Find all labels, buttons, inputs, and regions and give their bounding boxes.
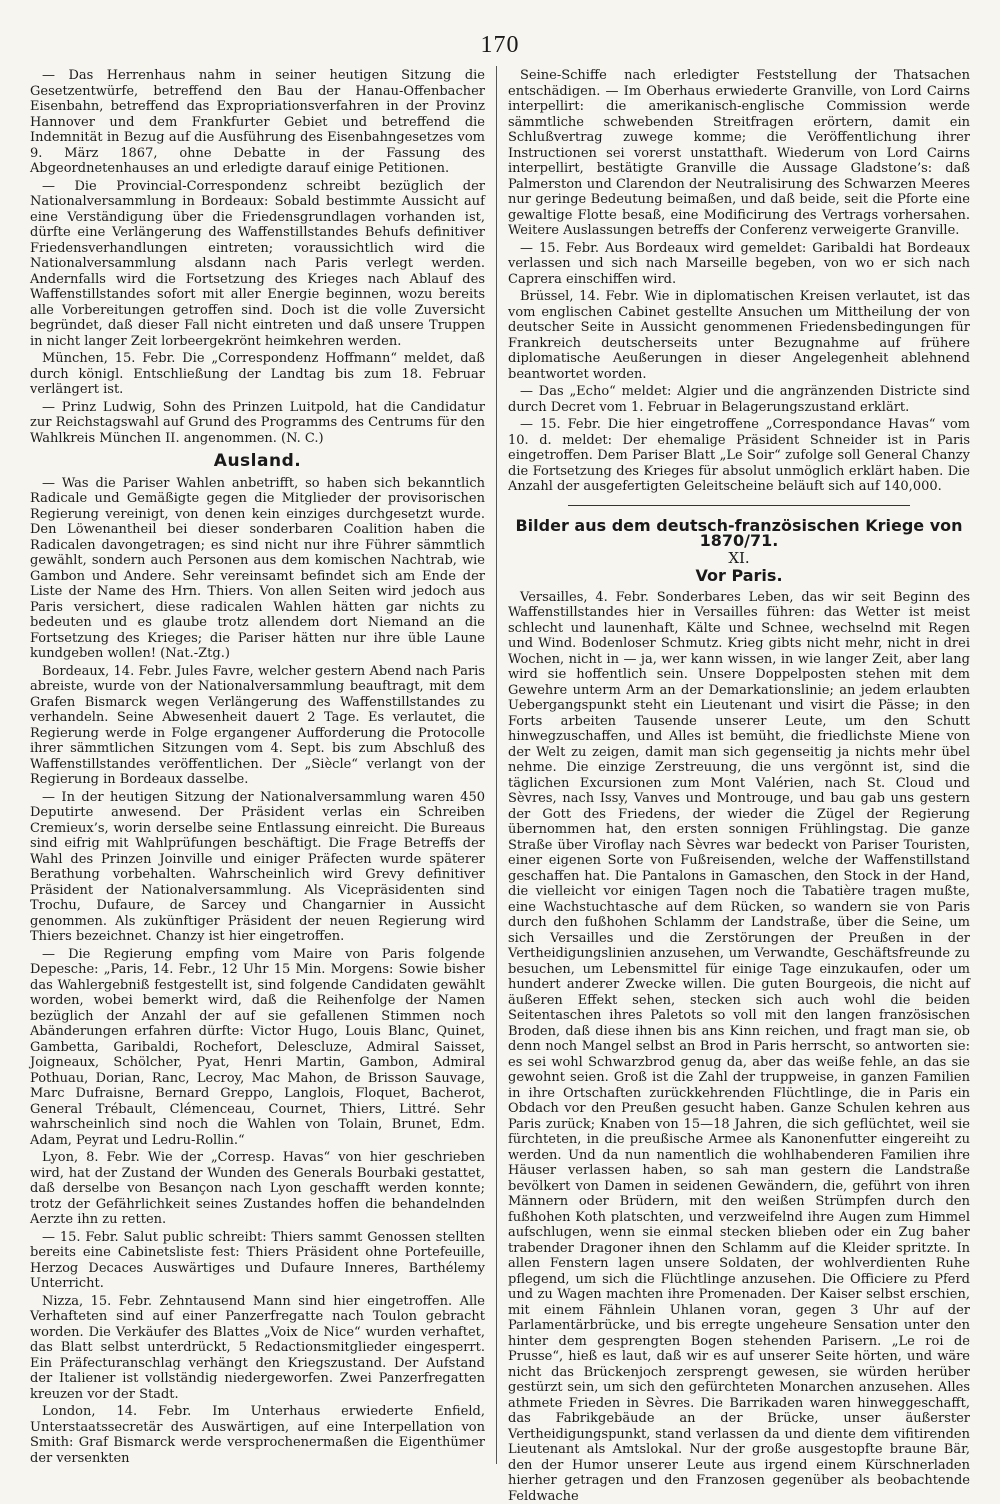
- paragraph: — 15. Febr. Die hier eingetroffene „Correspondance Havas“ vom 10. d. meldet: Der ehemalige Präsident Schneider ist in Paris eingetroffen. Dem Pariser Blatt „Le Soir“ zufolge soll General Chanzy die Fortsetzung des Krieges für absolut unmöglich erklärt haben. Die Anzahl der ausgefertigten Geleitscheine beläuft sich auf 140,000.: [508, 417, 970, 494]
- paragraph: — Prinz Ludwig, Sohn des Prinzen Luitpold, hat die Candidatur zur Reichstagswahl auf Grund des Programms des Centrums für den Wahlkreis München II. angenommen. (N. C.): [30, 399, 485, 446]
- paragraph: — Was die Pariser Wahlen anbetrifft, so haben sich bekanntlich Radicale und Gemäßigte gegen die Mitglieder der provisorischen Regierung vereinigt, von denen kein einziges durchgesetzt wurde. Den Löwenantheil bei dieser sonderbaren Coalition haben die Radicalen davongetragen; es sind nicht nur ihre Führer sämmtlich gewählt, sondern auch Personen aus dem komischen Nachtrab, wie Gambon und Andere. Sehr vereinsamt befindet sich am Ende der Liste der Name des Hrn. Thiers. Von allen Seiten wird jedoch aus Paris versichert, diese radicalen Wahlen hätten gar nichts zu bedeuten und es glaube trotz allendem dort Niemand an die Fortsetzung des Krieges; die Pariser hätten nur ihre üble Laune kundgeben wollen! (Nat.-Ztg.): [30, 475, 485, 661]
- paragraph: Nizza, 15. Febr. Zehntausend Mann sind hier eingetroffen. Alle Verhafteten sind auf einer Panzerfregatte nach Toulon gebracht worden. Die Verkäufer des Blattes „Voix de Nice“ wurden verhaftet, das Blatt selbst unterdrückt, 5 Redactionsmitglieder eingesperrt. Ein Präfecturanschlag verhängt den Kriegszustand. Der Aufstand der Italiener ist vollständig niedergeworfen. Zwei Panzerfregatten kreuzen vor der Stadt.: [30, 1293, 485, 1402]
- paragraph: München, 15. Febr. Die „Correspondenz Hoffmann“ meldet, daß durch königl. Entschließung der Landtag bis zum 18. Februar verlängert ist.: [30, 351, 485, 397]
- paragraph: — Die Regierung empfing vom Maire von Paris folgende Depesche: „Paris, 14. Febr., 12 Uhr 15 Min. Morgens: Sowie bisher das Wahlergebniß festgestellt ist, sind folgende Candidaten gewählt worden, wobei bemerkt wird, daß die Reihenfolge der Namen bezüglich der Anzahl der auf sie gefallenen Stimmen noch Abänderungen erfahren dürfte: Victor Hugo, Louis Blanc, Quinet, Gambetta, Garibaldi, Rochefort, Delescluze, Admiral Saisset, Joigneaux, Schölcher, Pyat, Henri Martin, Gambon, Admiral Pothuau, Dorian, Ranc, Lecroy, Mac Mahon, de Brisson Sauvage, Marc Dufraisne, Bernard Greppo, Langlois, Floquet, Bacherot, General Trébault, Clémenceau, Cournet, Thiers, Littré. Sehr wahrscheinlich sind noch die Wahlen von Tolain, Brunet, Edm. Adam, Peyrat und Ledru-Rollin.“: [30, 946, 485, 1148]
- paragraph: — 15. Febr. Aus Bordeaux wird gemeldet: Garibaldi hat Bordeaux verlassen und sich nach Marseille begeben, von wo er sich nach Caprera einschiffen wird.: [508, 240, 970, 287]
- paragraph: — In der heutigen Sitzung der Nationalversammlung waren 450 Deputirte anwesend. Der Präsident verlas ein Schreiben Cremieux’s, worin derselbe seine Entlassung einreicht. Die Bureaus sind eifrig mit Wahlprüfungen beschäftigt. Die Frage Betreffs der Wahl des Prinzen Joinville und einiger Präfecten wurde späterer Berathung vorbehalten. Wahrscheinlich wird Grevy definitiver Präsident der Nationalversammlung. Als Vicepräsidenten sind Trochu, Dufaure, de Sarcey und Changarnier in Aussicht genommen. Als zukünftiger Präsident der neuen Regierung wird Thiers bezeichnet. Chanzy ist hier eingetroffen.: [30, 789, 485, 944]
- paragraph: Brüssel, 14. Febr. Wie in diplomatischen Kreisen verlautet, ist das vom englischen Cabinet gestellte Ansuchen um Mittheilung der von deutscher Seite in Aussicht genommenen Friedensbedingungen für Frankreich deutscherseits unter Bezugnahme auf frühere diplomatische Aeußerungen in dieser Angelegenheit ablehnend beantwortet worden.: [508, 289, 970, 382]
- paragraph: Lyon, 8. Febr. Wie der „Corresp. Havas“ von hier geschrieben wird, hat der Zustand der Wunden des Generals Bourbaki gestattet, daß derselbe von Besançon nach Lyon geschafft werden konnte; trotz der Gefährlichkeit seines Zustandes hoffen die behandelnden Aerzte ihn zu retten.: [30, 1150, 485, 1227]
- paragraph: — Die Provincial-Correspondenz schreibt bezüglich der Nationalversammlung in Bordeaux: Sobald bestimmte Aussicht auf eine Verständigung über die Friedensgrundlagen vorhanden ist, dürfte eine Verlängerung des Waffenstillstandes Behufs definitiver Friedensverhandlungen eintreten; voraussichtlich wird die Nationalversammlung alsdann nach Paris verlegt werden. Andernfalls wird die Fortsetzung des Krieges nach Ablauf des Waffenstillstandes sofort mit aller Energie beginnen, wozu bereits alle Vorbereitungen getroffen sind. Doch ist die volle Zuversicht begründet, daß dieser Fall nicht eintreten und daß unsere Truppen in nicht langer Zeit lorbeergekrönt heimkehren werden.: [30, 178, 485, 349]
- foreign-news-block: [30, 476, 485, 1467]
- series-heading: Bilder aus dem deutsch-französischen Kriege von 1870/71.: [515, 515, 963, 550]
- paragraph: — Das Herrenhaus nahm in seiner heutigen Sitzung die Gesetzentwürfe, betreffend den Bau der Hanau-Offenbacher Eisenbahn, betreffend das Expropriationsverfahren in der Provinz Hannover und dem Frankfurter Gebiet und betreffend die Indemnität in Bezug auf die Ausführung des Eisenbahngesetzes vom 9. März 1867, ohne Debatte in der Fassung des Abgeordnetenhauses an und erledigte darauf einige Petitionen.: [30, 68, 485, 176]
- article-subheading: Vor Paris.: [695, 566, 783, 585]
- column-divider: [496, 66, 497, 1464]
- page-number: 170: [480, 32, 520, 58]
- right-column: [508, 68, 970, 1504]
- paragraph: — 15. Febr. Salut public schreibt: Thiers sammt Genossen stellten bereits eine Cabinetsliste fest: Thiers Präsident ohne Portefeuille, Herzog Decaces Auswärtiges und Dufaure Inneres, Barthélemy Unterricht.: [30, 1229, 485, 1291]
- left-news-block: [30, 68, 485, 446]
- paragraph: Bordeaux, 14. Febr. Jules Favre, welcher gestern Abend nach Paris abreiste, wurde von der Nationalversammlung beauftragt, mit dem Grafen Bismarck wegen Verlängerung des Waffenstillstandes zu verhandeln. Seine Abwesenheit dauert 2 Tage. Es verlautet, die Regierung werde in Folge ergangener Aufforderung die Protocolle ihrer sämmtlichen Sitzungen vom 4. Sept. bis zum Abschluß des Waffenstillstandes veröffentlichen. Der „Siècle“ verlangt von der Regierung in Bordeaux dasselbe.: [30, 663, 485, 787]
- paragraph: Versailles, 4. Febr. Sonderbares Leben, das wir seit Beginn des Waffenstillstandes hier in Versailles führen: das Wetter ist meist schlecht und launenhaft, Kälte und Schnee, wechselnd mit Regen und Wind. Bodenloser Schmutz. Krieg gibts nicht mehr, nicht in drei Wochen, nicht in — ja, wer kann wissen, in wie langer Zeit, aber lang wird sie hoffentlich sein. Unsere Doppelposten stehen mit dem Gewehre unterm Arm an der Demarkationslinie; an jedem erlaubten Uebergangspunkt steht ein Lieutenant und visirt die Pässe; in den Forts arbeiten Tausende unserer Leute, um den Schutt hinwegzuschaffen, und Alles ist bemüht, die friedlichste Miene von der Welt zu zeigen, damit man sich gegenseitig ja nichts mehr übel nehme. Die einzige Zerstreuung, die uns vergönnt ist, sind die täglichen Excursionen zum Mont Valérien, nach St. Cloud und Sèvres, nach Issy, Vanves und Montrouge, und bau gab uns gestern der Gott des Friedens, der wieder die Zügel der Regierung übernommen hat, den ersten sonnigen Frühlingstag. Die ganze Straße über Viroflay nach Sèvres war bedeckt von Pariser Touristen, einer eigenen Sorte von Fußreisenden, welche der Waffenstillstand geschaffen hat. Die Pantalons in Gamaschen, den Stock in der Hand, die vielleicht vor einigen Tagen noch die Tabatière tragen mußte, eine Wachstuchtasche auf dem Rücken, so wandern sie von Paris durch den fußhohen Schlamm der Landstraße, über die Seine, um sich Versailles und die Zerstörungen der Preußen in der Vertheidigungslinien anzusehen, um Verwandte, Geschäftsfreunde zu besuchen, um Lebensmittel für einige Tage einzukaufen, oder um hundert anderer Zwecke willen. Die guten Bourgeois, die nicht auf äußeren Effekt sehen, stecken sich auch wohl die beiden Seitentaschen ihres Paletots so voll mit den langen französischen Broden, daß diese ihnen bis ans Kinn reichen, und fragt man sie, ob denn noch Mangel selbst an Brod in Paris herrscht, so antworten sie: es sei wohl Schwarzbrod genug da, aber das weiße fehle, an das sie gewohnt seien. Groß ist die Zahl der truppweise, in ganzen Familien in ihre Ortschaften zurückkehrenden Flüchtlinge, die in Paris ein Obdach vor den Preußen gesucht haben. Ganze Schulen kehren aus Paris zurück; Knaben von 15—18 Jahren, die sich geflüchtet, weil sie fürchteten, in die preußische Armee als Kanonenfutter eingereiht zu werden. Und da nun namentlich die wohlhabenderen Familien ihre Häuser verlassen haben, so sah man gestern die Landstraße bevölkert von Damen in seidenen Gewändern, die, geführt von ihren Männern oder Brüdern, mit den weißen Strümpfen durch den fußhohen Koth platschten, und verzweifelnd ihre Augen zum Himmel aufschlugen, wenn sie einmal stecken blieben oder ein Zug baher trabender Dragoner ihnen den Schlamm auf die Kleider spritzte. In allen Fenstern lagen unsere Soldaten, der wohlverdienten Ruhe pflegend, um sich die Flüchtlinge anzusehen. Die Officiere zu Pferd und zu Wagen machten ihre Promenaden. Der Kaiser selbst erschien, mit einem Fähnlein Uhlanen voran, gegen 3 Uhr auf der Parlamentärbrücke, und bis erregte ungeheure Sensation unter den hinter dem gesprengten Bogen stehenden Parisern. „Le roi de Prusse“, hieß es laut, daß wir es auf unserer Seite hörten, und wäre nicht das Brückenjoch zersprengt gewesen, sie würden herüber gestürzt sein, um sich den gefürchteten Monarchen anzusehen. Alles athmete Frieden in Sèvres. Die Barrikaden waren hinweggeschafft, das Fabrikgebäude an der Brücke, unser äußerster Vertheidigungspunkt, stand verlassen da und diente dem vifitirenden Lieutenant als Amtslokal. Nur der große ausgestopfte braune Bär, den der Humor unserer Leute aus irgend einem Kürschnerladen hierher getragen und den Franzosen gegenüber als beobachtende Feldwache: [508, 589, 970, 1504]
- paragraph: Seine-Schiffe nach erledigter Feststellung der Thatsachen entschädigen. — Im Oberhaus erwiederte Granville, von Lord Cairns interpellirt: die amerikanisch-englische Commission werde sämmtliche schwebenden Streitfragen erörtern, damit ein Schlußvertrag zuwege komme; die Veröffentlichung ihrer Instructionen sei vorerst unstatthaft. Wiederum von Lord Cairns interpellirt, bestätigte Granville die Aussage Gladstone’s: daß Palmerston und Clarendon der Neutralisirung des Schwarzen Meeres nur geringe Bedeutung beimaßen, und daß beide, seit die Pforte eine gewaltige Flotte besaß, eine Modificirung des Vertrags vorhersahen. Weitere Auslassungen betreffs der Conferenz verweigerte Granville.: [508, 68, 970, 238]
- paragraph: London, 14. Febr. Im Unterhaus erwiederte Enfield, Unterstaatssecretär des Auswärtigen, auf eine Interpellation von Smith: Graf Bismarck werde versprochenermaßen die Eigenthümer der versenkten: [30, 1404, 485, 1466]
- left-column: [30, 68, 485, 1464]
- right-news-block: [508, 68, 970, 495]
- feuilleton-block: [508, 590, 970, 1504]
- series-number: XI.: [728, 548, 750, 567]
- paragraph: — Das „Echo“ meldet: Algier und die angränzenden Districte sind durch Decret vom 1. Februar in Belagerungszustand erklärt.: [508, 384, 970, 415]
- section-heading-ausland: Ausland.: [213, 451, 302, 471]
- separator-rule: [568, 505, 910, 506]
